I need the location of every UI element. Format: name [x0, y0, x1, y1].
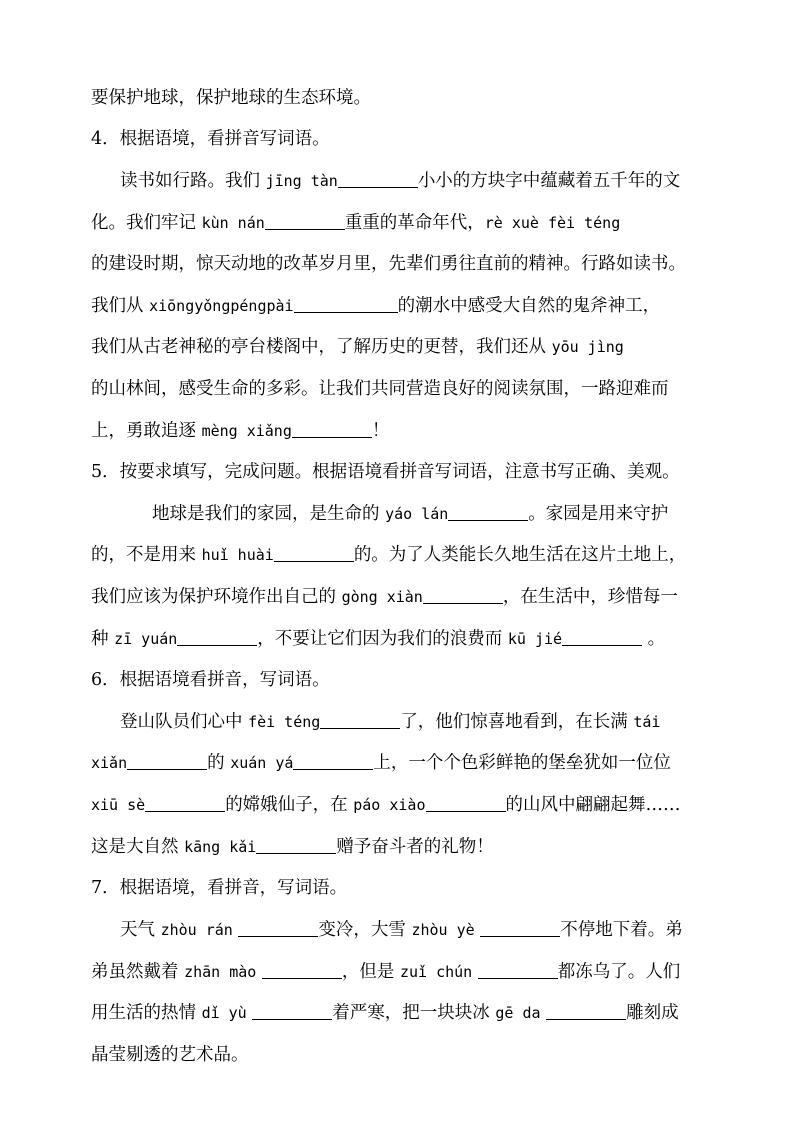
answer-blank[interactable] — [448, 502, 528, 521]
answer-blank[interactable] — [338, 169, 418, 188]
answer-blank[interactable] — [320, 710, 400, 729]
answer-blank[interactable] — [480, 918, 560, 937]
text-line — [91, 208, 731, 238]
text-line — [91, 790, 731, 820]
text-line — [120, 707, 760, 737]
text: 的，不是用来 — [91, 545, 202, 565]
answer-blank[interactable] — [292, 419, 372, 438]
pinyin: kùn nán — [201, 214, 265, 232]
answer-blank[interactable] — [238, 918, 318, 937]
text: 雕刻成 — [626, 1003, 679, 1023]
text: 。 — [642, 629, 666, 649]
text: 重重的革命年代， — [344, 213, 485, 233]
text: 上，勇敢追逐 — [91, 421, 202, 441]
text-line — [91, 624, 731, 654]
pinyin: tái — [633, 713, 661, 731]
pinyin: mèng xiǎng — [201, 422, 292, 440]
text-line — [91, 998, 731, 1028]
text: 读书如行路。我们 — [120, 171, 266, 191]
answer-blank[interactable] — [294, 294, 398, 313]
pinyin: zhān mào — [184, 963, 257, 981]
pinyin: huǐ huài — [201, 546, 274, 564]
text: 的。为了人类能长久地生活在这片土地上， — [353, 545, 687, 565]
text: 种 — [91, 629, 115, 649]
question-heading — [91, 873, 731, 903]
text-line — [91, 291, 731, 321]
text: 这是大自然 — [91, 837, 185, 857]
text: 我们从古老神秘的亭台楼阁中，了解历史的更替，我们还从 — [91, 337, 552, 357]
pinyin: yáo lán — [385, 505, 449, 523]
pinyin: xiōngyǒngpéngpài — [149, 297, 294, 315]
answer-blank[interactable] — [274, 543, 354, 562]
pinyin: yōu jìng — [551, 338, 624, 356]
text: 我们应该为保护环境作出自己的 — [91, 587, 342, 607]
question-heading — [91, 665, 731, 695]
text: 着严寒，把一块块冰 — [332, 1003, 496, 1023]
text: 赠予奋斗者的礼物！ — [336, 837, 494, 857]
pinyin: xiū sè — [91, 796, 146, 814]
text-line — [91, 540, 731, 570]
pinyin: jīng tàn — [265, 172, 338, 190]
text: 6．根据语境看拼音，写词语。 — [91, 670, 330, 690]
text: 的山林间，感受生命的多彩。让我们共同营造良好的阅读氛围，一路迎难而 — [91, 379, 669, 399]
question-heading — [91, 457, 731, 487]
pinyin: kāng kǎi — [184, 838, 257, 856]
answer-blank[interactable] — [252, 1001, 332, 1020]
text: 天气 — [120, 920, 161, 940]
text: 登山队员们心中 — [120, 712, 249, 732]
text-line — [91, 832, 731, 862]
answer-blank[interactable] — [546, 1001, 626, 1020]
text-line — [120, 166, 760, 196]
pinyin: rè xuè fèi téng — [484, 214, 621, 232]
answer-blank[interactable] — [262, 960, 342, 979]
answer-blank[interactable] — [423, 585, 503, 604]
text: 用生活的热情 — [91, 1003, 202, 1023]
answer-blank[interactable] — [478, 960, 558, 979]
text: 化。我们牢记 — [91, 213, 202, 233]
pinyin: gē da — [495, 1004, 541, 1022]
pinyin: xuán yá — [230, 754, 294, 772]
text-line — [91, 582, 731, 612]
text: 不停地下着。弟 — [560, 920, 683, 940]
text-line — [91, 1040, 731, 1070]
text: 都冻乌了。人们 — [557, 962, 681, 982]
text: ，在生活中，珍惜每一 — [502, 587, 678, 607]
answer-blank[interactable] — [145, 793, 225, 812]
text: 的建设时期，惊天动地的改革岁月里，先辈们勇往直前的精神。行路如读书。 — [91, 254, 686, 274]
question-heading — [91, 124, 731, 154]
pinyin: gòng xiàn — [341, 588, 423, 606]
text: 弟虽然戴着 — [91, 962, 185, 982]
text: 4．根据语境，看拼音写词语。 — [91, 129, 330, 149]
answer-blank[interactable] — [177, 627, 257, 646]
text: 了，他们惊喜地看到，在长满 — [400, 712, 634, 732]
text: 我们从 — [91, 296, 150, 316]
pinyin: dǐ yù — [201, 1004, 247, 1022]
text-line — [91, 374, 731, 404]
pinyin: kū jié — [507, 630, 563, 648]
text: 上，一个个色彩鲜艳的堡垒犹如一位位 — [373, 753, 671, 773]
text-line — [91, 83, 731, 113]
text-line — [91, 748, 731, 778]
text-line — [91, 249, 731, 279]
text-line — [152, 499, 792, 529]
text-line — [91, 416, 731, 446]
text: 的潮水中感受大自然的鬼斧神工， — [397, 296, 661, 316]
text: ，但是 — [341, 962, 400, 982]
answer-blank[interactable] — [127, 751, 207, 770]
pinyin: fèi téng — [248, 713, 321, 731]
answer-blank[interactable] — [426, 793, 506, 812]
text: 的山风中翩翩起舞…… — [505, 795, 681, 815]
text-line — [120, 915, 760, 945]
pinyin: zuǐ chún — [399, 963, 473, 981]
text: 5．按要求填写，完成问题。根据语境看拼音写词语，注意书写正确、美观。 — [91, 462, 680, 482]
answer-blank[interactable] — [265, 211, 345, 230]
text: 。家园是用来守护 — [528, 504, 669, 524]
text-line — [91, 957, 731, 987]
text: 的 — [207, 753, 231, 773]
pinyin: páo xiào — [353, 796, 426, 814]
text: ！ — [371, 421, 390, 441]
text: 要保护地球，保护地球的生态环境。 — [91, 88, 371, 108]
text: 的嫦娥仙子，在 — [225, 795, 354, 815]
answer-blank[interactable] — [562, 627, 642, 646]
text-line — [91, 332, 731, 362]
text: 小小的方块字中蕴藏着五千年的文 — [417, 171, 681, 191]
answer-blank[interactable] — [293, 751, 373, 770]
answer-blank[interactable] — [256, 835, 336, 854]
text: 变冷，大雪 — [318, 920, 412, 940]
pinyin: xiǎn — [91, 754, 128, 772]
text: 晶莹剔透的艺术品。 — [91, 1045, 249, 1065]
pinyin: zhòu rán — [160, 921, 233, 939]
text: ，不要让它们因为我们的浪费而 — [257, 629, 508, 649]
text: 7．根据语境，看拼音，写词语。 — [91, 878, 348, 898]
pinyin: zhòu yè — [411, 921, 475, 939]
pinyin: zī yuán — [114, 630, 178, 648]
text: 地球是我们的家园，是生命的 — [152, 504, 386, 524]
